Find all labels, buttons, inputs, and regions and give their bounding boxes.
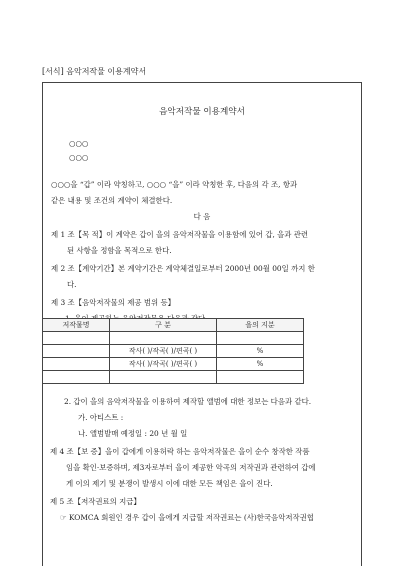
table-cell: 작사( )/작곡( )/편곡( ) [110, 345, 217, 358]
table-cell [43, 345, 110, 358]
article-5-line-1: ☞ KOMCA 회원인 경우 갑이 을에게 지급할 저작권료는 (사)한국음악저작권협 [60, 513, 314, 522]
table-header-cell: 을의 지분 [217, 319, 304, 332]
table-cell [217, 332, 304, 345]
table-cell [110, 371, 217, 384]
table-cell: % [217, 345, 304, 358]
table-cell [43, 332, 110, 345]
article-1-line-2: 된 사항을 정함을 목적으로 한다. [67, 246, 172, 255]
da-eum-heading: 다 음 [193, 212, 211, 221]
article-3-title: 제 3 조【음악저작물의 제공 범위 등】 [51, 298, 176, 307]
table-cell [110, 332, 217, 345]
table-header-cell: 구 분 [110, 319, 217, 332]
table-cell: 작사( )/작곡( )/편곡( ) [110, 358, 217, 371]
works-table [42, 318, 304, 384]
intro-line-2: 같은 내용 및 조건의 계약이 체결한다. [51, 196, 173, 205]
article-2-line-1: 제 2 조【계약기간】본 계약기간은 계약체결일로부터 2000년 00월 00일 까지 한 [51, 264, 315, 273]
article-4-line-3: 게 이의 제기 및 분쟁이 발생시 이에 대한 모든 책임은 을이 진다. [66, 479, 273, 488]
intro-line-1: ○○○을 “갑” 이라 약칭하고, ○○○ “을” 이라 약칭한 후, 다음의 각 조, 항과 [51, 180, 298, 189]
article-1-line-1: 제 1 조【목 적】이 계약은 갑이 을의 음악저작물을 이용함에 있어 갑, 을과 관련 [51, 230, 309, 239]
party-one: ○○○ [69, 139, 89, 148]
contract-title: 음악저작물 이용계약서 [159, 107, 245, 117]
table-cell [217, 371, 304, 384]
table-row [43, 345, 304, 358]
article-4-line-1: 제 4 조【보 증】을이 갑에게 이용허락 하는 음악저작물은 을이 순수 창작한 작품 [50, 447, 310, 456]
article-3-item-2-b: 나. 앨범발매 예정일 : 20 년 월 일 [78, 429, 188, 438]
party-two: ○○○ [69, 153, 89, 162]
article-2-line-2: 다. [67, 280, 77, 289]
table-cell [43, 358, 110, 371]
article-5-title: 제 5 조【저작권료의 지급】 [50, 497, 141, 506]
table-header-cell: 저작물명 [43, 319, 110, 332]
table-header-row [43, 319, 304, 332]
article-4-line-2: 임을 확인·보증하며, 제3자로부터 을이 제공한 악곡의 저작권과 관련하여 갑에 [66, 463, 316, 472]
table-row [43, 358, 304, 371]
table-row [43, 371, 304, 384]
article-3-item-2-a: 가. 아티스트 : [78, 413, 124, 422]
table-row [43, 332, 304, 345]
article-3-item-2: 2. 갑이 을의 음악저작물을 이용하여 제작할 앨범에 대한 정보는 다음과 같다. [64, 397, 312, 406]
table-cell: % [217, 358, 304, 371]
document-caption: [서식] 음악저작물 이용계약서 [42, 67, 147, 76]
table-cell [43, 371, 110, 384]
